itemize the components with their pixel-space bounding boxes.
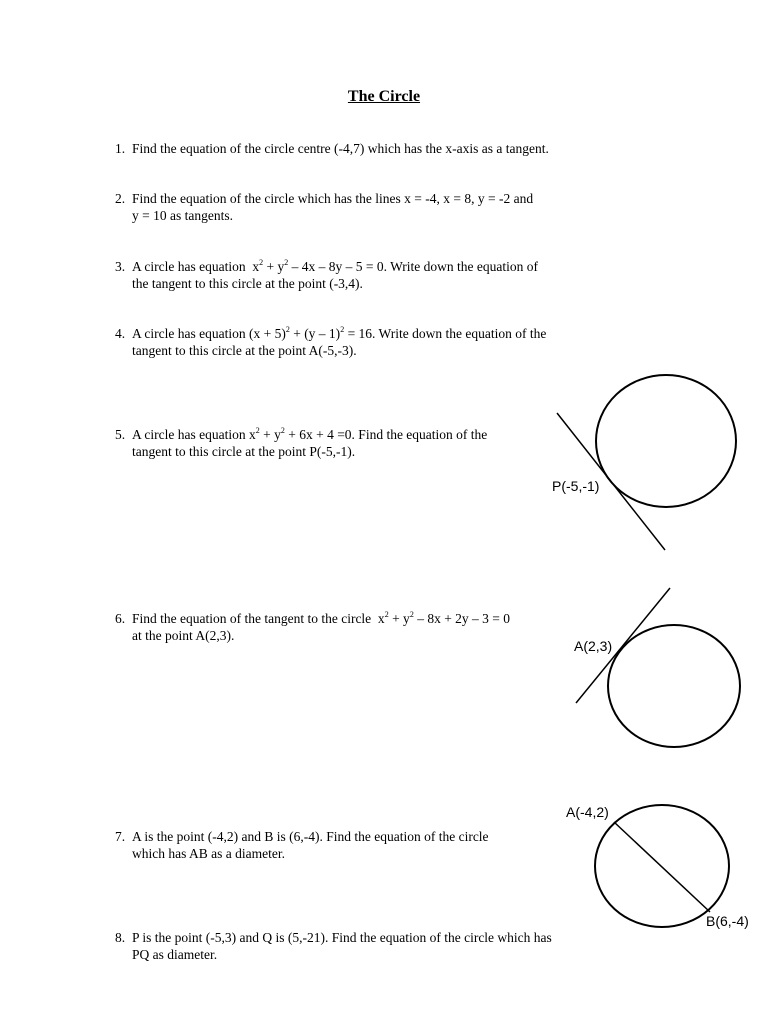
question-text-line-1: Find the equation of the circle which has the lines x = -4, x = 8, y = -2 and xyxy=(132,191,534,206)
question-number: 3. xyxy=(115,259,126,274)
question-1 xyxy=(115,140,549,157)
question-text-line-1: Find the equation of the circle centre (-4,7) which has the x-axis as a tangent. xyxy=(132,141,549,156)
question-7 xyxy=(115,828,489,862)
circle-shape xyxy=(608,625,740,747)
question-text-line-1: A circle has equation $x^2 + y^2 + 6x + 4 =0$. Find the equation of the xyxy=(132,426,488,442)
circle-shape xyxy=(596,375,736,507)
question-text-line-2: y = 10 as tangents. xyxy=(132,208,233,223)
question-text-line-2: tangent to this circle at the point P(-5,-1). xyxy=(132,444,356,459)
point-p-label: P(-5,-1) xyxy=(552,478,600,494)
question-number: 7. xyxy=(115,829,126,844)
question-number: 2. xyxy=(115,191,126,206)
question-text-line-2: at the point A(2,3). xyxy=(132,628,235,643)
question-text-line-2: which has AB as a diameter. xyxy=(132,846,285,861)
point-a-label: A(-4,2) xyxy=(566,804,609,820)
page-title: The Circle xyxy=(347,88,421,105)
question-text-line-1: A circle has equation $(x + 5)^2 + (y - 1)^2 = 16$. Write down the equation of the xyxy=(132,325,547,341)
question-4 xyxy=(115,325,546,359)
diameter-line xyxy=(614,822,710,912)
question-number: 8. xyxy=(115,930,126,945)
figure-q7-circle-diameter xyxy=(560,800,768,940)
question-6 xyxy=(115,610,510,644)
figure-q6-circle-tangent xyxy=(566,585,766,755)
question-5 xyxy=(115,426,487,460)
question-8 xyxy=(115,929,552,963)
question-number: 5. xyxy=(115,427,126,442)
question-2 xyxy=(115,190,533,224)
point-a-label: A(2,3) xyxy=(574,638,613,654)
question-text-line-1: A circle has equation $x^2 + y^2 - 4x - 8y - 5 = 0$. Write down the equation of xyxy=(132,258,539,274)
figure-q5-circle-tangent xyxy=(540,365,768,565)
point-b-label: B(6,-4) xyxy=(706,913,749,929)
question-text-line-1: Find the equation of the tangent to the circle $x^2 + y^2 - 8x + 2y - 3 = 0$ xyxy=(132,610,511,626)
question-text-line-2: tangent to this circle at the point A(-5,-3). xyxy=(132,343,357,358)
question-number: 1. xyxy=(115,141,126,156)
question-number: 4. xyxy=(115,326,126,341)
question-text-line-2: the tangent to this circle at the point (-3,4). xyxy=(132,276,363,291)
question-text-line-1: A is the point (-4,2) and B is (6,-4). Find the equation of the circle xyxy=(132,829,489,844)
question-number: 6. xyxy=(115,611,126,626)
question-3 xyxy=(115,258,538,292)
question-text-line-1: P is the point (-5,3) and Q is (5,-21). Find the equation of the circle which has xyxy=(132,930,552,945)
question-text-line-2: PQ as diameter. xyxy=(132,947,218,962)
